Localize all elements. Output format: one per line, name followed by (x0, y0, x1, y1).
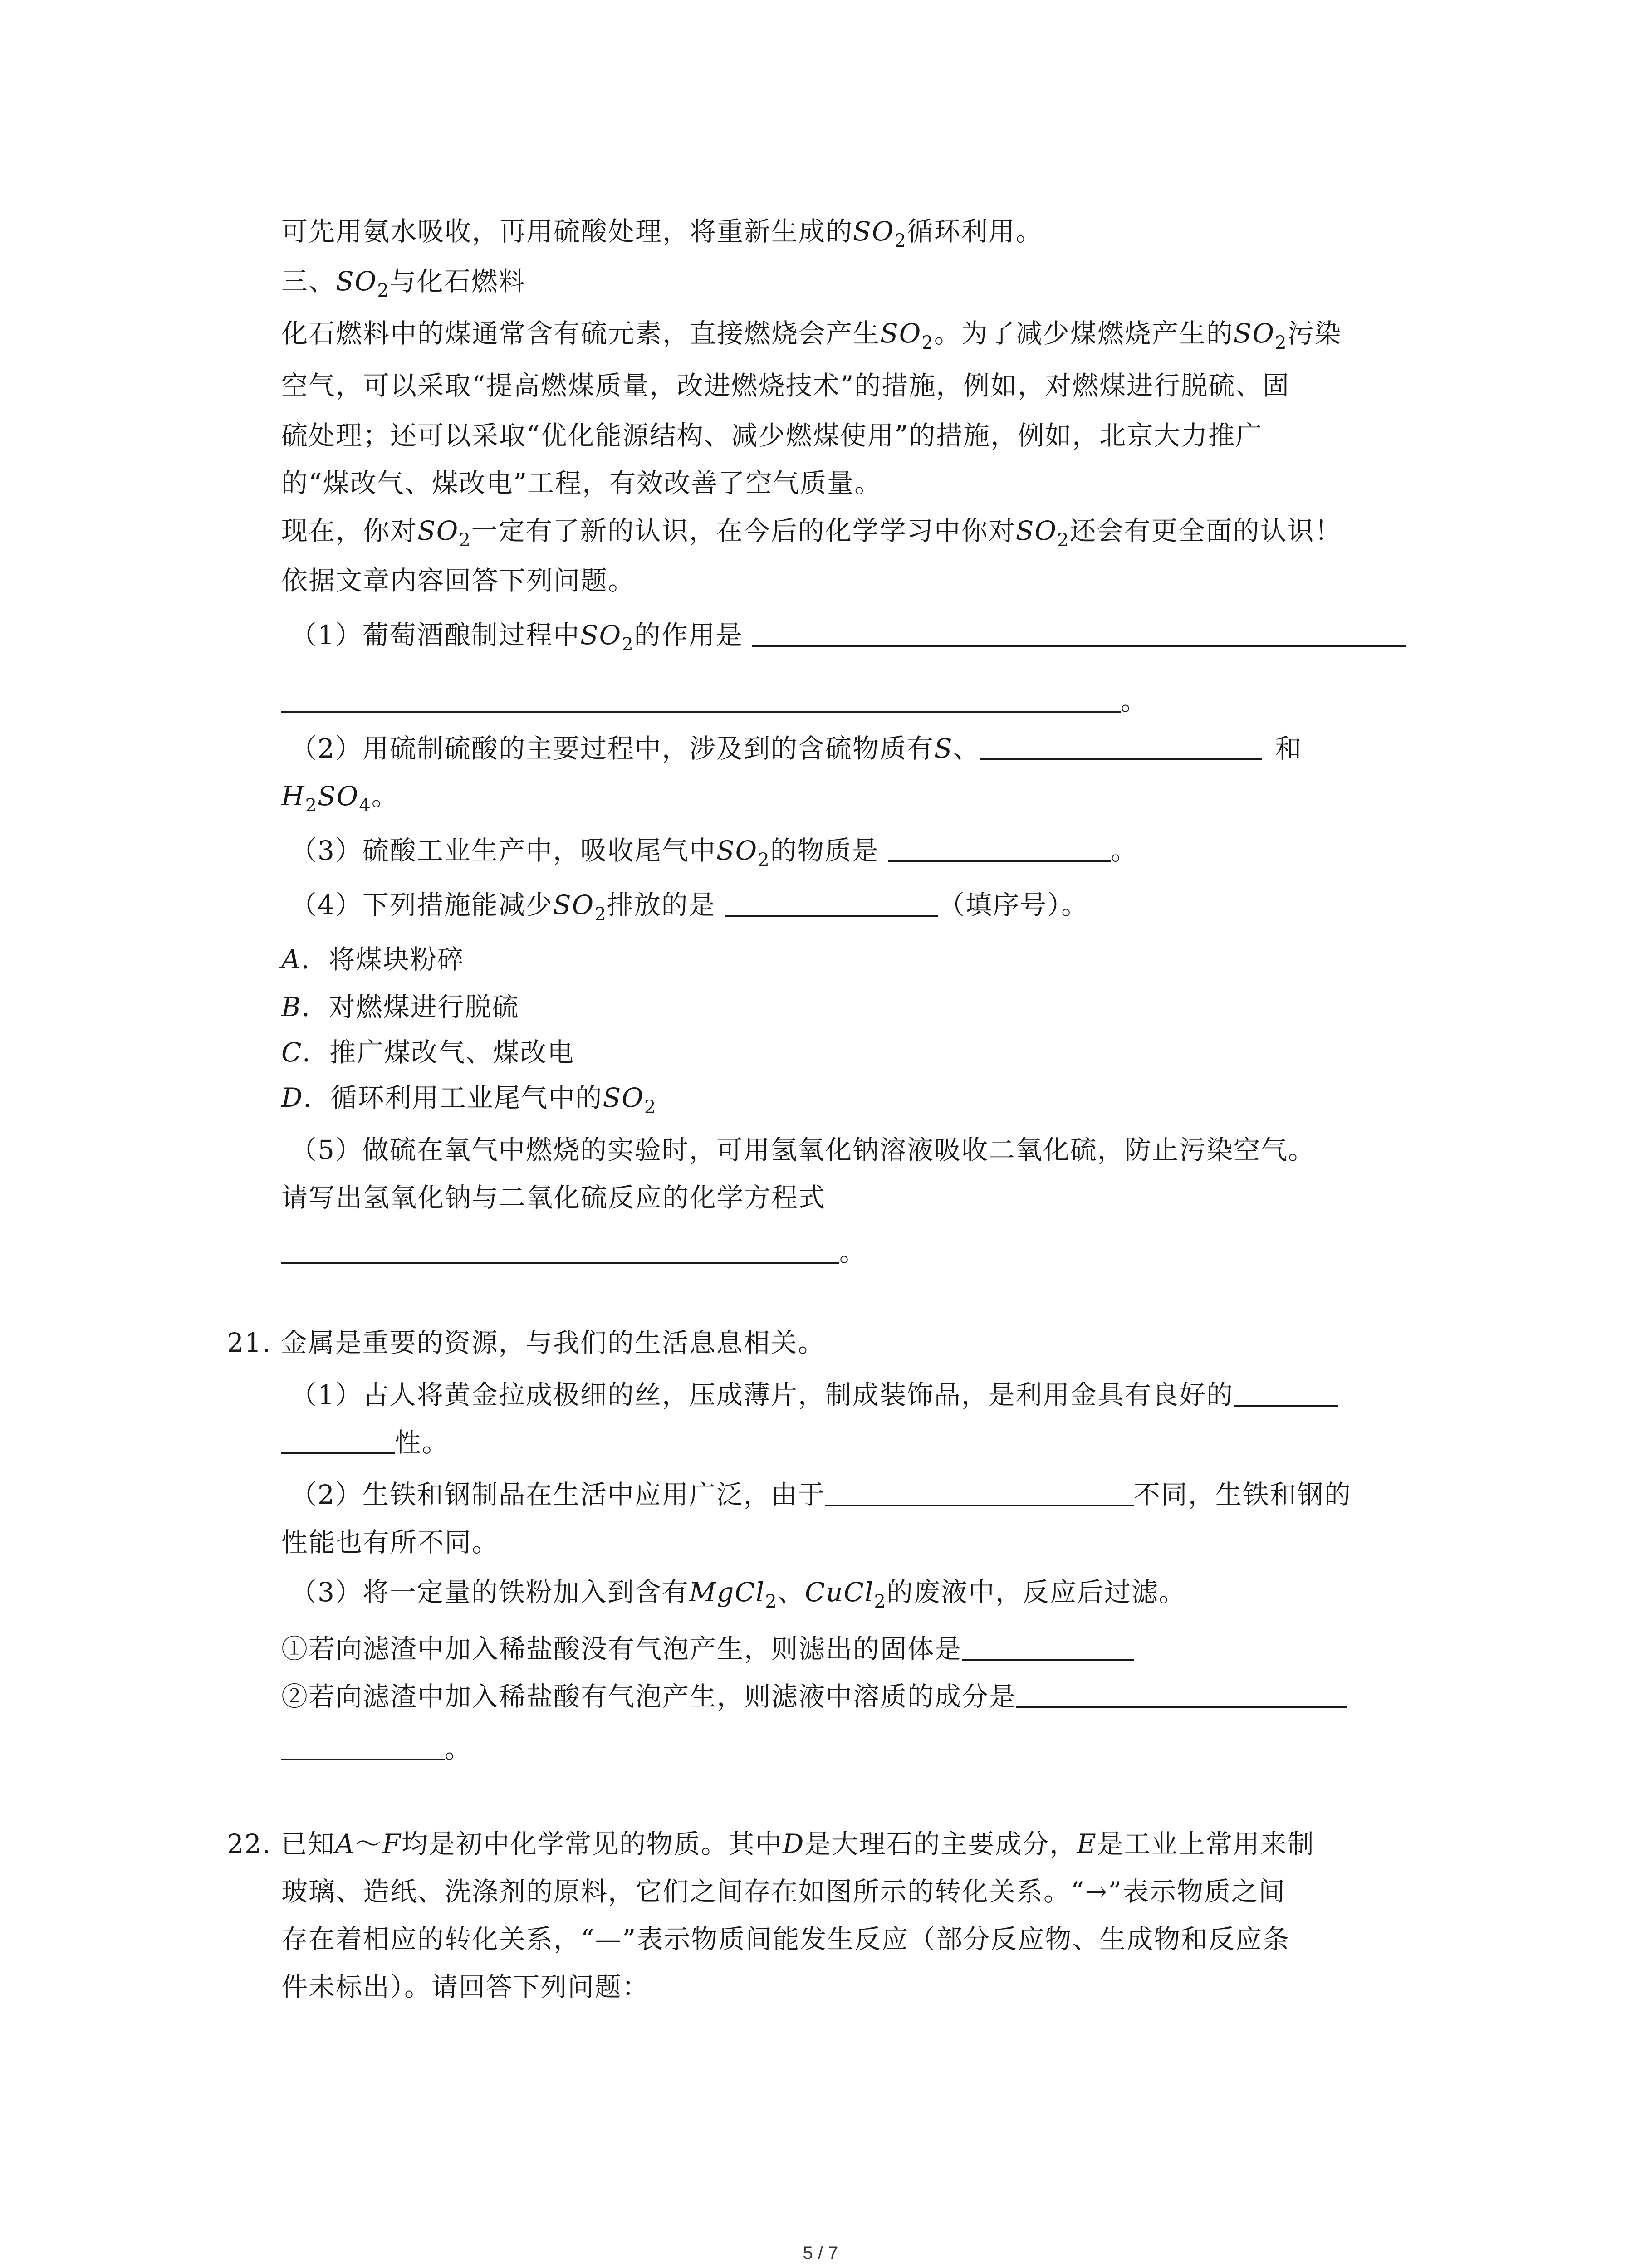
question-21-2: （2）生铁和钢制品在生活中应用广泛，由于 不同，生铁和钢的 (290, 1479, 1352, 1510)
formula-so2: $SO_2$ (603, 1082, 657, 1118)
answer-blank[interactable] (725, 890, 938, 917)
question-21-3-case2: ②若向滤渣中加入稀盐酸有气泡产生，则滤液中溶质的成分是 (281, 1678, 1425, 1715)
question-20-5-cont: 请写出氢氧化钠与二氧化硫反应的化学方程式 (281, 1182, 826, 1213)
answer-blank[interactable] (888, 835, 1111, 862)
option-a: A．将煤块粉碎 (281, 944, 465, 975)
question-20-2-cont: $H_2SO_4$。 (281, 781, 399, 816)
question-21-1-cont: 性。 (281, 1424, 1425, 1461)
question-20-5: （5）做硫在氧气中燃烧的实验时，可用氢氧化钠溶液吸收二氧化硫，防止污染空气。 (290, 1134, 1315, 1165)
answer-blank[interactable] (281, 1733, 445, 1760)
question-21-3-case2-cont: 。 (281, 1730, 1425, 1767)
formula-so2: $SO_2$ (1233, 318, 1288, 353)
question-22-cont: 存在着相应的转化关系，“—”表示物质间能发生反应（部分反应物、生成物和反应条 (281, 1924, 1290, 1955)
text-line: 空气，可以采取“提高燃煤质量，改进燃烧技术”的措施，例如，对燃煤进行脱硫、固 (281, 370, 1290, 401)
text-line: 现在，你对$SO_2$一定有了新的认识，在今后的化学学习中你对$SO_2$还会有更全面的认识！ (281, 515, 1342, 551)
text-line: 依据文章内容回答下列问题。 (281, 565, 636, 596)
question-22-cont: 件未标出）。请回答下列问题： (281, 1971, 650, 2002)
question-number: 22. (227, 1828, 272, 1859)
formula-so2: $SO_2$ (716, 835, 770, 870)
text-line: 化石燃料中的煤通常含有硫元素，直接燃烧会产生$SO_2$。为了减少煤燃烧产生的$SO_2$污染 (281, 318, 1342, 353)
question-number: 21. (227, 1327, 272, 1358)
text-line: 的“煤改气、煤改电”工程，有效改善了空气质量。 (281, 468, 882, 499)
question-21-2-cont: 性能也有所不同。 (281, 1527, 500, 1558)
question-20-5-answer: 。 (281, 1234, 1425, 1270)
option-d: D．循环利用工业尾气中的$SO_2$ (281, 1082, 657, 1118)
formula-so2: $SO_2$ (853, 216, 907, 251)
question-21-3: （3）将一定量的铁粉加入到含有MgCl$_2$、CuCl$_2$的废液中，反应后过滤。 (290, 1577, 1186, 1612)
question-22: 22. 已知A～F均是初中化学常见的物质。其中D是大理石的主要成分，E是工业上常用来制 (227, 1828, 1315, 1859)
page-number: 5 / 7 (803, 2243, 838, 2263)
question-20-1: （1）葡萄酒酿制过程中$SO_2$的作用是 (290, 617, 1434, 663)
answer-blank[interactable] (825, 1479, 1134, 1506)
formula-so2: $SO_2$ (417, 515, 471, 551)
formula-so2: $SO_2$ (580, 620, 634, 655)
answer-blank[interactable] (281, 1427, 395, 1454)
option-b: B．对燃煤进行脱硫 (281, 992, 519, 1022)
question-20-4: （4）下列措施能减少$SO_2$排放的是 （填序号）。 (290, 890, 1089, 925)
text-line: 可先用氨水吸收，再用硫酸处理，将重新生成的$SO_2$循环利用。 (281, 216, 1043, 251)
question-20-3: （3）硫酸工业生产中，吸收尾气中$SO_2$的物质是 。 (290, 835, 1138, 870)
question-21-3-case1: ①若向滤渣中加入稀盐酸没有气泡产生，则滤出的固体是 (281, 1631, 1425, 1667)
formula-so2: $SO_2$ (336, 266, 390, 301)
question-21-1: （1）古人将黄金拉成极细的丝，压成薄片，制成装饰品，是利用金具有良好的 (290, 1377, 1434, 1413)
answer-blank[interactable] (752, 620, 1406, 647)
question-20-2: （2）用硫制硫酸的主要过程中，涉及到的含硫物质有S、 和 (290, 733, 1303, 764)
formula-s: S (934, 733, 953, 764)
formula-so2: $SO_2$ (880, 318, 934, 353)
answer-blank[interactable] (962, 1633, 1134, 1661)
formula-so2: $SO_2$ (1015, 515, 1070, 551)
formula-mgcl2: MgCl$_2$ (689, 1577, 778, 1612)
formula-cucl2: CuCl$_2$ (804, 1577, 887, 1612)
formula-so2: $SO_2$ (553, 890, 607, 925)
section-heading: 三、$SO_2$与化石燃料 (281, 266, 526, 301)
option-c: C．推广煤改气、煤改电 (281, 1037, 575, 1068)
formula-h2so4: $H_2SO_4$ (281, 781, 372, 816)
question-20-1-cont: 。 (281, 683, 1425, 719)
answer-blank[interactable] (281, 1237, 839, 1264)
text-line: 硫处理；还可以采取“优化能源结构、减少燃煤使用”的措施，例如，北京大力推广 (281, 420, 1263, 451)
answer-blank[interactable] (980, 733, 1262, 760)
question-21: 21. 金属是重要的资源，与我们的生活息息相关。 (227, 1327, 825, 1358)
answer-blank[interactable] (281, 685, 1121, 713)
answer-blank[interactable] (1234, 1379, 1338, 1407)
question-22-cont: 玻璃、造纸、洗涤剂的原料，它们之间存在如图所示的转化关系。“→”表示物质之间 (281, 1876, 1286, 1907)
answer-blank[interactable] (1016, 1681, 1347, 1708)
